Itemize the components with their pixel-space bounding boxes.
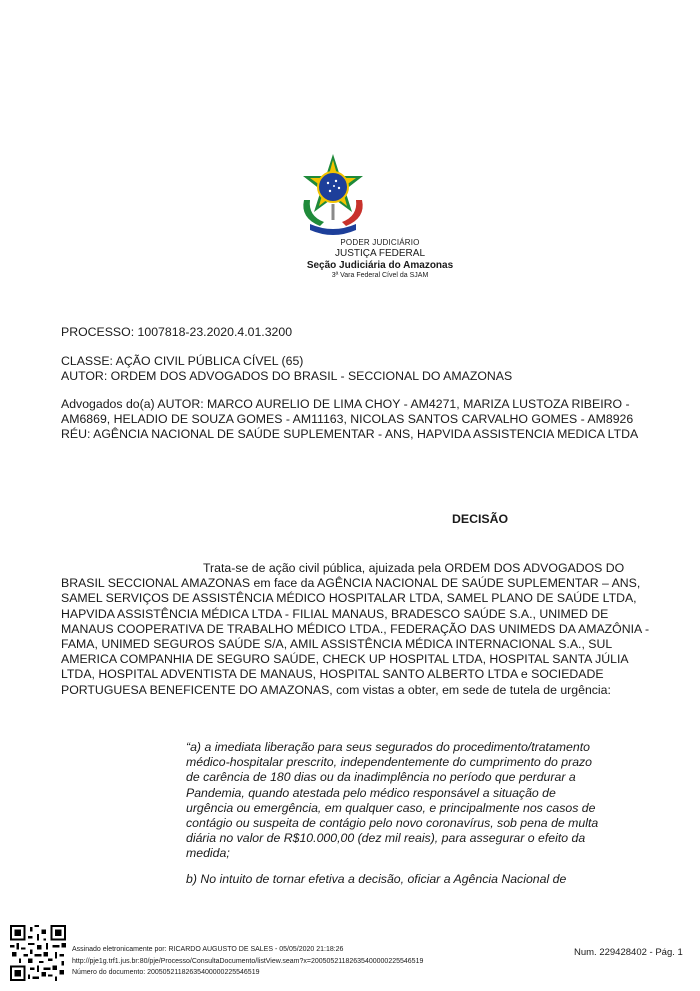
header-line-justica: JUSTIÇA FEDERAL	[334, 248, 426, 259]
header-line-poder: PODER JUDICIÁRIO	[340, 238, 420, 247]
case-class: CLASSE: AÇÃO CIVIL PÚBLICA CÍVEL (65)	[61, 354, 304, 368]
decision-paragraph-text: Trata-se de ação civil pública, ajuizada pela ORDEM DOS ADVOGADOS DO BRASIL SECCIONAL AMAZONAS em face da AGÊNCIA NACIONAL DE SAÚDE SUPLEMENTAR – ANS, SAMEL SERVIÇOS DE ASSISTÊNCIA MÉDICO HOSPITALAR LTDA, SAMEL PLANO DE SAÚDE LTDA, HAPVIDA ASSISTÊNCIA MÉDICA LTDA - FILIAL MANAUS, BRADESCO SAÚDE S.A., UNIMED DE MANAUS COOPERATIVA DE TRABALHO MÉDICO LTDA., FEDERAÇÃO DAS UNIMEDS DA AMAZÔNIA - FAMA, UNIMED SEGUROS SAÚDE S/A, AMIL ASSISTÊNCIA MÉDICA INTERNACIONAL S.A., SUL AMERICA COMPANHIA DE SEGURO SAÚDE, CHECK UP HOSPITAL LTDA, HOSPITAL SANTA JÚLIA LTDA, HOSPITAL ADVENTISTA DE MANAUS, HOSPITAL SANTO ALBERTO LTDA e SOCIEDADE PORTUGUESA BENEFICENTE DO AMAZONAS, com vistas a obter, em sede de tutela de urgência:	[61, 561, 650, 697]
parties-block	[61, 397, 641, 442]
case-author: AUTOR: ORDEM DOS ADVOGADOS DO BRASIL - SECCIONAL DO AMAZONAS	[61, 369, 513, 383]
quote-item-a: “a) a imediata liberação para seus segurados do procedimento/tratamento médico-hospitalar prescrito, independentemente do cumprimento do prazo de carência de 180 dias ou da inadimplência no período que perdurar a Pandemia, quando atestada pelo médico responsável a situação de urgência ou emergência, em qualquer caso, e principalmente nos casos de contágio ou suspeita de contágio pelo novo coronavírus, sob pena de multa diária no valor de R$10.000,00 (dez mil reais), para assegurar o efeito da medida;	[186, 740, 599, 861]
page-reference: Num. 229428402 - Pág. 1	[574, 947, 683, 958]
signature-line: Assinado eletronicamente por: RICARDO AUGUSTO DE SALES - 05/05/2020 21:18:26	[72, 946, 344, 953]
quote-item-b: b) No intuito de tornar efetiva a decisão, oficiar a Agência Nacional de	[186, 872, 567, 886]
processo-number: PROCESSO: 1007818-23.2020.4.01.3200	[61, 325, 293, 339]
case-class-block	[61, 354, 661, 384]
brazil-coat-of-arms-icon	[290, 152, 376, 238]
defendant: RÉU: AGÊNCIA NACIONAL DE SAÚDE SUPLEMENTAR - ANS, HAPVIDA ASSISTENCIA MEDICA LTDA	[61, 427, 639, 441]
decision-title: DECISÃO	[452, 512, 509, 526]
document-number: Número do documento: 20050521182635400000225546519	[72, 969, 260, 976]
header-line-secao: Seção Judiciária do Amazonas	[306, 260, 454, 271]
qr-code-icon	[10, 925, 66, 981]
document-url[interactable]: http://pje1g.trf1.jus.br:80/pje/Processo/ConsultaDocumento/listView.seam?x=20050521182635400000225546519	[72, 958, 424, 965]
decision-paragraph	[61, 561, 651, 698]
lawyers-list: Advogados do(a) AUTOR: MARCO AURELIO DE LIMA CHOY - AM4271, MARIZA LUSTOZA RIBEIRO - AM6869, HELADIO DE SOUZA GOMES - AM11163, NICOLAS SANTOS CARVALHO GOMES - AM8926	[61, 397, 634, 426]
header-line-vara: 3ª Vara Federal Cível da SJAM	[331, 272, 429, 279]
